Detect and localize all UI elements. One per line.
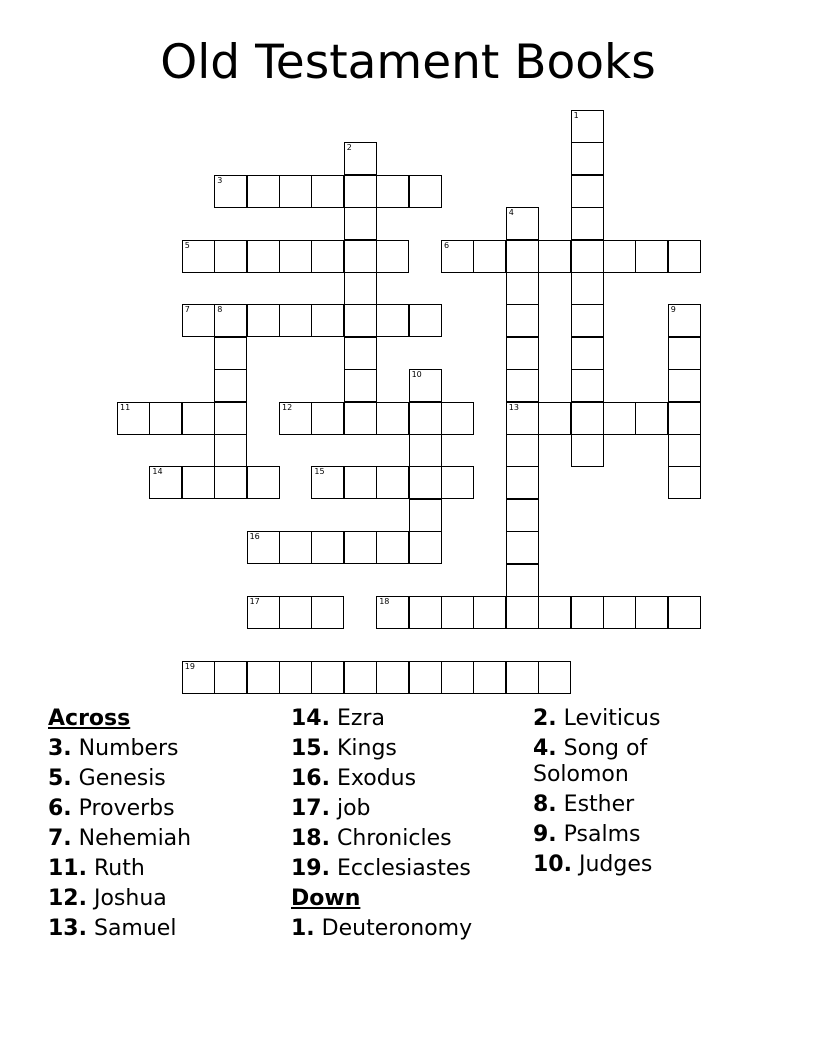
grid-cell[interactable] — [506, 564, 539, 597]
grid-cell[interactable] — [247, 466, 280, 499]
grid-cell[interactable] — [506, 596, 539, 629]
grid-cell[interactable] — [571, 110, 604, 143]
grid-cell[interactable] — [409, 175, 442, 208]
grid-cell[interactable] — [506, 337, 539, 370]
clue-number: 5 — [184, 240, 190, 250]
grid-cell[interactable] — [603, 240, 636, 273]
clue-down-9: 9. Psalms — [533, 822, 641, 847]
grid-cell[interactable] — [571, 142, 604, 175]
grid-cell[interactable] — [538, 596, 571, 629]
clue-number: 19 — [184, 661, 195, 671]
grid-cell[interactable] — [506, 466, 539, 499]
grid-cell[interactable] — [506, 304, 539, 337]
clue-down-8: 8. Esther — [533, 792, 635, 817]
grid-cell[interactable] — [668, 466, 701, 499]
grid-cell[interactable] — [279, 304, 312, 337]
grid-cell[interactable] — [603, 596, 636, 629]
grid-cell[interactable] — [247, 596, 280, 629]
grid-cell[interactable] — [376, 466, 409, 499]
grid-cell[interactable] — [344, 207, 377, 240]
grid-cell[interactable] — [311, 175, 344, 208]
clue-number: 1 — [573, 111, 579, 120]
grid-cell[interactable] — [311, 596, 344, 629]
grid-cell[interactable] — [635, 240, 668, 273]
grid-cell[interactable] — [571, 304, 604, 337]
grid-cell[interactable] — [247, 240, 280, 273]
clue-across-13: 13. Samuel — [48, 916, 177, 941]
grid-cell[interactable] — [409, 466, 442, 499]
clue-across-7: 7. Nehemiah — [48, 826, 192, 851]
grid-cell[interactable] — [506, 531, 539, 564]
grid-cell[interactable] — [571, 175, 604, 208]
grid-cell[interactable] — [344, 337, 377, 370]
grid-cell[interactable] — [571, 434, 604, 467]
grid-cell[interactable] — [668, 337, 701, 370]
clue-across-17: 17. job — [291, 796, 371, 821]
grid-cell[interactable] — [409, 434, 442, 467]
clue-number: 11 — [120, 402, 131, 412]
grid-cell[interactable] — [182, 466, 215, 499]
clues-column-1 — [48, 704, 278, 944]
clue-number: 12 — [282, 402, 293, 412]
grid-cell[interactable] — [279, 240, 312, 273]
grid-cell[interactable] — [214, 240, 247, 273]
grid-cell[interactable] — [279, 175, 312, 208]
grid-cell[interactable] — [279, 402, 312, 435]
page-title: Old Testament Books — [160, 35, 656, 90]
grid-cell[interactable] — [538, 240, 571, 273]
grid-cell[interactable] — [279, 596, 312, 629]
clue-number: 13 — [508, 402, 519, 412]
grid-cell[interactable] — [441, 596, 474, 629]
grid-cell[interactable] — [214, 402, 247, 435]
grid-cell[interactable] — [409, 661, 442, 694]
grid-cell[interactable] — [506, 499, 539, 532]
grid-cell[interactable] — [311, 531, 344, 564]
clue-number: 3 — [217, 175, 223, 185]
grid-cell[interactable] — [214, 369, 247, 402]
grid-cell[interactable] — [182, 402, 215, 435]
clue-across-6: 6. Proverbs — [48, 796, 175, 821]
grid-cell[interactable] — [571, 207, 604, 240]
clue-number: 6 — [444, 240, 450, 250]
grid-cell[interactable] — [279, 661, 312, 694]
grid-cell[interactable] — [409, 531, 442, 564]
clue-number: 2 — [346, 143, 352, 153]
grid-cell[interactable] — [279, 531, 312, 564]
grid-cell[interactable] — [668, 402, 701, 435]
grid-cell[interactable] — [376, 661, 409, 694]
clue-number: 15 — [314, 467, 325, 477]
grid-cell[interactable] — [311, 661, 344, 694]
grid-cell[interactable] — [311, 304, 344, 337]
grid-cell[interactable] — [247, 661, 280, 694]
clue-number: 9 — [670, 305, 676, 315]
grid-cell[interactable] — [344, 531, 377, 564]
grid-cell[interactable] — [571, 369, 604, 402]
grid-cell[interactable] — [473, 596, 506, 629]
grid-cell[interactable] — [473, 661, 506, 694]
grid-cell[interactable] — [506, 661, 539, 694]
grid-cell[interactable] — [214, 466, 247, 499]
grid-cell[interactable] — [506, 369, 539, 402]
clue-across-15: 15. Kings — [291, 736, 397, 761]
grid-cell[interactable] — [668, 596, 701, 629]
grid-cell[interactable] — [571, 596, 604, 629]
clue-across-11: 11. Ruth — [48, 856, 145, 881]
grid-cell[interactable] — [603, 402, 636, 435]
clue-across-19: 19. Ecclesiastes — [291, 856, 471, 881]
grid-cell[interactable] — [571, 337, 604, 370]
grid-cell[interactable] — [344, 661, 377, 694]
grid-cell[interactable] — [311, 466, 344, 499]
clue-down-1: 1. Deuteronomy — [291, 916, 473, 941]
grid-cell[interactable] — [344, 402, 377, 435]
grid-cell[interactable] — [571, 272, 604, 305]
grid-cell[interactable] — [149, 466, 182, 499]
grid-cell[interactable] — [409, 304, 442, 337]
grid-cell[interactable] — [376, 531, 409, 564]
grid-cell[interactable] — [571, 402, 604, 435]
grid-cell[interactable] — [214, 434, 247, 467]
grid-cell[interactable] — [506, 207, 539, 240]
grid-cell[interactable] — [344, 175, 377, 208]
grid-cell[interactable] — [441, 466, 474, 499]
grid-cell[interactable] — [571, 240, 604, 273]
grid-cell[interactable] — [409, 596, 442, 629]
grid-cell[interactable] — [376, 304, 409, 337]
grid-cell[interactable] — [247, 531, 280, 564]
grid-cell[interactable] — [506, 240, 539, 273]
clue-number: 8 — [217, 305, 223, 315]
across-heading: Across — [48, 706, 131, 731]
grid-cell[interactable] — [473, 240, 506, 273]
grid-cell[interactable] — [376, 402, 409, 435]
clue-across-12: 12. Joshua — [48, 886, 167, 911]
grid-cell[interactable] — [506, 402, 539, 435]
grid-cell[interactable] — [668, 434, 701, 467]
grid-cell[interactable] — [538, 402, 571, 435]
clue-down-10: 10. Judges — [533, 852, 653, 877]
grid-cell[interactable] — [149, 402, 182, 435]
grid-cell[interactable] — [117, 402, 150, 435]
grid-cell[interactable] — [441, 402, 474, 435]
clues-column-3 — [533, 704, 733, 880]
clue-number: 17 — [249, 597, 260, 606]
clue-down-4: 4. Song of Solomon — [533, 736, 648, 787]
clue-across-18: 18. Chronicles — [291, 826, 452, 851]
grid-cell[interactable] — [344, 272, 377, 305]
grid-cell[interactable] — [344, 369, 377, 402]
grid-cell[interactable] — [247, 304, 280, 337]
grid-cell[interactable] — [214, 661, 247, 694]
clue-across-3: 3. Numbers — [48, 736, 179, 761]
clue-number: 18 — [379, 597, 390, 606]
grid-cell[interactable] — [409, 402, 442, 435]
grid-cell[interactable] — [409, 369, 442, 402]
grid-cell[interactable] — [668, 369, 701, 402]
down-heading: Down — [291, 886, 361, 911]
grid-cell[interactable] — [214, 175, 247, 208]
grid-cell[interactable] — [506, 272, 539, 305]
clue-number: 4 — [508, 208, 514, 218]
grid-cell[interactable] — [344, 466, 377, 499]
grid-cell[interactable] — [635, 402, 668, 435]
grid-cell[interactable] — [182, 304, 215, 337]
clue-number: 14 — [152, 467, 163, 477]
grid-cell[interactable] — [376, 596, 409, 629]
clue-number: 7 — [184, 305, 190, 315]
grid-cell[interactable] — [409, 499, 442, 532]
clue-across-14: 14. Ezra — [291, 706, 385, 731]
clue-number: 10 — [411, 370, 422, 380]
grid-cell[interactable] — [344, 304, 377, 337]
grid-cell[interactable] — [376, 175, 409, 208]
clue-across-5: 5. Genesis — [48, 766, 166, 791]
clue-down-2: 2. Leviticus — [533, 706, 661, 731]
grid-cell[interactable] — [635, 596, 668, 629]
grid-cell[interactable] — [214, 304, 247, 337]
grid-cell[interactable] — [311, 240, 344, 273]
clue-number: 16 — [249, 532, 260, 542]
grid-cell[interactable] — [668, 240, 701, 273]
grid-cell[interactable] — [214, 337, 247, 370]
grid-cell[interactable] — [538, 661, 571, 694]
grid-cell[interactable] — [344, 240, 377, 273]
grid-cell[interactable] — [182, 240, 215, 273]
grid-cell[interactable] — [247, 175, 280, 208]
grid-cell[interactable] — [311, 402, 344, 435]
grid-cell[interactable] — [668, 304, 701, 337]
grid-cell[interactable] — [441, 661, 474, 694]
grid-cell[interactable] — [441, 240, 474, 273]
grid-cell[interactable] — [182, 661, 215, 694]
grid-cell[interactable] — [376, 240, 409, 273]
clues-column-2 — [291, 704, 521, 944]
grid-cell[interactable] — [506, 434, 539, 467]
grid-cell[interactable] — [344, 142, 377, 175]
clue-across-16: 16. Exodus — [291, 766, 417, 791]
